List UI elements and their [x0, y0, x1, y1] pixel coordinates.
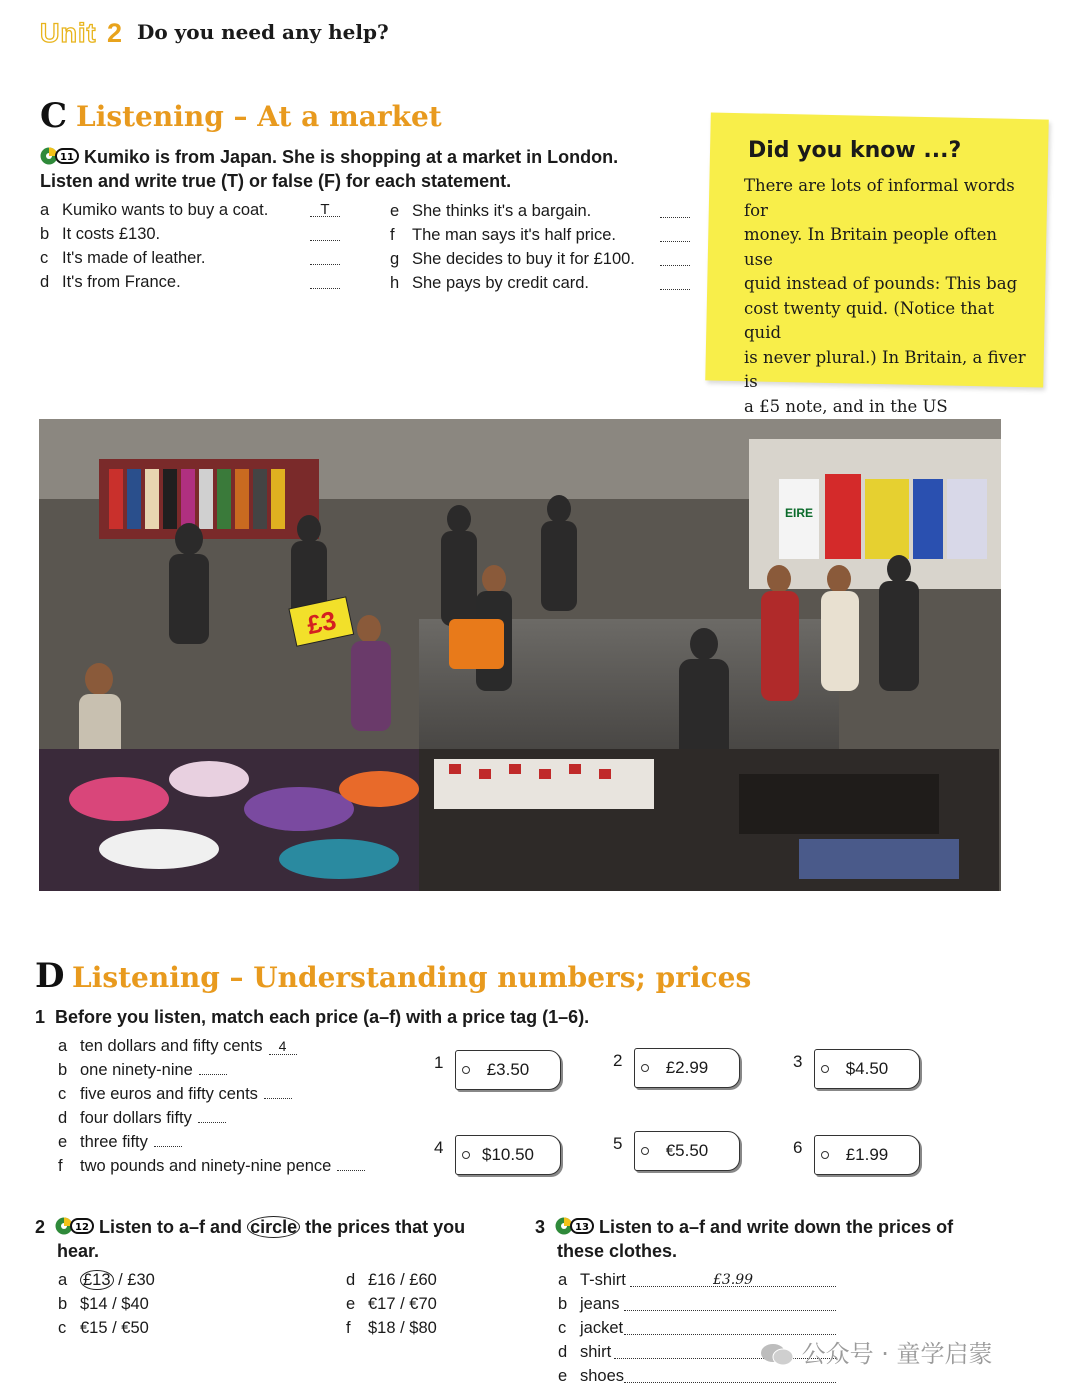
- item-letter: g: [390, 250, 400, 268]
- tag-hole-icon: [462, 1066, 470, 1074]
- item-text: T-shirt: [580, 1271, 626, 1289]
- statement-item: [390, 199, 700, 223]
- tag-hole-icon: [462, 1151, 470, 1159]
- price-option[interactable]: £16: [368, 1271, 396, 1289]
- statement-list-left: [40, 198, 370, 294]
- unit-label: Unit: [40, 18, 97, 48]
- wechat-icon: [760, 1342, 794, 1366]
- tag-number: 3: [793, 1052, 803, 1071]
- item-letter: e: [346, 1295, 356, 1313]
- tag-hole-icon: [641, 1147, 649, 1155]
- price-option-item: [346, 1292, 437, 1316]
- price-option[interactable]: / £60: [395, 1271, 437, 1289]
- item-letter: a: [558, 1271, 568, 1289]
- ex2-text-pre: Listen to a–f and: [99, 1217, 243, 1237]
- audio-cd-icon[interactable]: [555, 1216, 595, 1236]
- statement-item: [390, 247, 700, 271]
- ex1-text: Before you listen, match each price (a–f) with a price tag (1–6).: [55, 1007, 590, 1027]
- ex2-number: 2: [35, 1217, 46, 1237]
- ex1-number: 1: [35, 1007, 46, 1027]
- track-number: 11: [60, 152, 74, 163]
- item-letter: c: [558, 1319, 567, 1337]
- watermark-text: 公众号 · 童学启蒙: [801, 1340, 993, 1368]
- price-item: [58, 1106, 398, 1130]
- item-letter: d: [558, 1343, 568, 1361]
- tag-price: £1.99: [845, 1145, 889, 1164]
- statement-item: [390, 271, 700, 295]
- price-option[interactable]: €15: [80, 1319, 108, 1337]
- item-letter: c: [40, 249, 49, 267]
- item-letter: d: [40, 273, 50, 291]
- ex3-instruction: [535, 1215, 1015, 1263]
- item-text: jeans: [580, 1295, 620, 1313]
- answer-blank[interactable]: [199, 1074, 227, 1075]
- tag-number: 6: [793, 1138, 803, 1157]
- ex3-text-line2: these clothes.: [557, 1241, 678, 1261]
- price-option-item: [58, 1268, 155, 1292]
- price-item: [58, 1082, 398, 1106]
- item-letter: c: [58, 1085, 67, 1103]
- tag-hole-icon: [821, 1065, 829, 1073]
- statement-item: [40, 222, 370, 246]
- item-text: shoes: [580, 1367, 625, 1385]
- item-letter: e: [390, 202, 400, 220]
- statement-item: [40, 270, 370, 294]
- item-letter: b: [558, 1295, 568, 1313]
- track-number: 13: [575, 1222, 589, 1233]
- item-letter: a: [40, 201, 50, 219]
- item-text: shirt: [580, 1343, 612, 1361]
- answer-blank[interactable]: T: [310, 198, 340, 217]
- item-letter: b: [40, 225, 50, 243]
- note-line: money. In Britain people often use: [744, 225, 998, 269]
- tag-number: 1: [434, 1053, 444, 1072]
- price-tag: [814, 1135, 920, 1175]
- unit-number: 2: [107, 18, 123, 48]
- item-text: It costs £130.: [62, 225, 161, 243]
- price-item: [58, 1130, 398, 1154]
- price-option[interactable]: / €70: [395, 1295, 437, 1313]
- note-title: Did you know ...?: [748, 138, 962, 163]
- ex2-text-post: the prices that you: [305, 1217, 466, 1237]
- item-text: ten dollars and fifty cents: [80, 1037, 263, 1055]
- ex3-text-line1: Listen to a–f and write down the prices of: [599, 1217, 954, 1237]
- item-letter: h: [390, 274, 400, 292]
- item-text: five euros and fifty cents: [80, 1085, 258, 1103]
- item-letter: b: [58, 1295, 68, 1313]
- price-tag: [455, 1050, 561, 1090]
- note-line: There are lots of informal words for: [744, 176, 1015, 220]
- clothes-item: [558, 1292, 858, 1316]
- price-sign: £3: [304, 604, 339, 641]
- item-text: It's from France.: [62, 273, 181, 291]
- item-text: She thinks it's a bargain.: [412, 202, 592, 220]
- section-d-title: Listening – Understanding numbers; prices: [72, 961, 752, 994]
- price-option[interactable]: $18: [368, 1319, 396, 1337]
- item-letter: f: [390, 226, 395, 244]
- price-item: [58, 1034, 398, 1058]
- item-letter: e: [58, 1133, 68, 1151]
- note-line: is never plural.) In Britain, a fiver is: [744, 347, 1026, 391]
- statement-item: [40, 246, 370, 270]
- answer-blank[interactable]: [264, 1098, 292, 1099]
- answer-blank[interactable]: [660, 199, 690, 218]
- note-line: cost twenty quid. (Notice that quid: [744, 298, 995, 342]
- answer-line[interactable]: £3.99: [630, 1268, 836, 1287]
- price-item: [58, 1058, 398, 1082]
- price-tag: [634, 1048, 740, 1088]
- price-option[interactable]: $14: [80, 1295, 108, 1313]
- item-letter: d: [346, 1271, 356, 1289]
- tag-price: $10.50: [482, 1145, 534, 1164]
- item-text: She pays by credit card.: [412, 274, 590, 292]
- item-letter: c: [58, 1319, 67, 1337]
- item-text: The man says it's half price.: [412, 226, 616, 244]
- item-text: three fifty: [80, 1133, 148, 1151]
- price-option-item: [346, 1268, 437, 1292]
- answer-line[interactable]: [624, 1292, 836, 1311]
- ex2-instruction: [35, 1215, 515, 1263]
- price-tag: [634, 1131, 740, 1171]
- item-letter: a: [58, 1037, 68, 1055]
- price-option[interactable]: €17: [368, 1295, 396, 1313]
- circle-word: circle: [247, 1216, 300, 1238]
- price-tag: [814, 1049, 920, 1089]
- answer-blank[interactable]: [310, 270, 340, 289]
- tag-price: €5.50: [665, 1141, 709, 1160]
- statement-list-right: [390, 199, 700, 295]
- clothes-item: [558, 1268, 858, 1292]
- note-line: quid instead of pounds: This bag: [744, 274, 1018, 293]
- ex1-instruction: [35, 1005, 589, 1029]
- tag-number: 4: [434, 1138, 444, 1157]
- item-text: two pounds and ninety-nine pence: [80, 1157, 332, 1175]
- tag-hole-icon: [641, 1064, 649, 1072]
- item-text: Kumiko wants to buy a coat.: [62, 201, 269, 219]
- item-letter: f: [58, 1157, 63, 1175]
- tag-price: £3.50: [486, 1060, 530, 1079]
- market-photo: [39, 419, 1001, 891]
- price-option[interactable]: / £30: [113, 1271, 155, 1289]
- track-number: 12: [75, 1222, 89, 1233]
- section-c-title: Listening – At a market: [76, 100, 442, 133]
- item-text: She decides to buy it for £100.: [412, 250, 635, 268]
- unit-title: Do you need any help?: [137, 20, 389, 44]
- shirt-text: EIRE: [784, 506, 814, 520]
- price-option-item: [58, 1316, 149, 1340]
- ex1-item-list: [58, 1034, 398, 1178]
- item-letter: d: [58, 1109, 68, 1127]
- section-c-instruction: [40, 145, 720, 193]
- item-letter: b: [58, 1061, 68, 1079]
- item-letter: a: [58, 1271, 68, 1289]
- tag-hole-icon: [821, 1151, 829, 1159]
- item-text: one ninety-nine: [80, 1061, 193, 1079]
- note-line: a £5 note, and in the US: [744, 396, 948, 416]
- answer-blank[interactable]: [310, 222, 340, 241]
- tag-price: £2.99: [665, 1058, 709, 1077]
- watermark: [760, 1334, 993, 1369]
- price-option-item: [58, 1292, 149, 1316]
- answer-blank[interactable]: [198, 1122, 226, 1123]
- answer-blank[interactable]: [660, 247, 690, 266]
- item-text: four dollars fifty: [80, 1109, 192, 1127]
- ex2-text-line2: hear.: [57, 1241, 100, 1261]
- audio-cd-icon[interactable]: [55, 1216, 95, 1236]
- price-option[interactable]: / $80: [395, 1319, 437, 1337]
- item-letter: e: [558, 1367, 568, 1385]
- tag-number: 5: [613, 1134, 623, 1153]
- answer-blank[interactable]: [310, 246, 340, 265]
- item-letter: f: [346, 1319, 351, 1337]
- ex3-number: 3: [535, 1217, 546, 1237]
- item-text: It's made of leather.: [62, 249, 206, 267]
- price-option[interactable]: / $40: [107, 1295, 149, 1313]
- answer-blank[interactable]: [660, 223, 690, 242]
- answer-blank[interactable]: [660, 271, 690, 290]
- tag-number: 2: [613, 1051, 623, 1070]
- price-tag: [455, 1135, 561, 1175]
- item-text: jacket: [580, 1319, 624, 1337]
- section-c-letter: C: [40, 96, 68, 136]
- price-option[interactable]: / €50: [107, 1319, 149, 1337]
- instruction-line-1: Kumiko is from Japan. She is shopping at a market in London.: [84, 147, 619, 167]
- statement-item: [40, 198, 370, 222]
- price-option-item: [346, 1316, 437, 1340]
- instruction-line-2: Listen and write true (T) or false (F) for each statement.: [40, 171, 512, 191]
- price-option[interactable]: £13: [80, 1270, 114, 1290]
- answer-blank[interactable]: [337, 1170, 365, 1171]
- tag-price: $4.50: [845, 1059, 889, 1078]
- audio-cd-icon[interactable]: [40, 146, 80, 166]
- answer-blank[interactable]: [154, 1146, 182, 1147]
- ex3-item-list: [558, 1268, 858, 1388]
- answer-blank[interactable]: 4: [269, 1038, 297, 1055]
- answer-line[interactable]: [624, 1316, 836, 1335]
- price-item: [58, 1154, 398, 1178]
- statement-item: [390, 223, 700, 247]
- section-d-letter: D: [35, 956, 65, 996]
